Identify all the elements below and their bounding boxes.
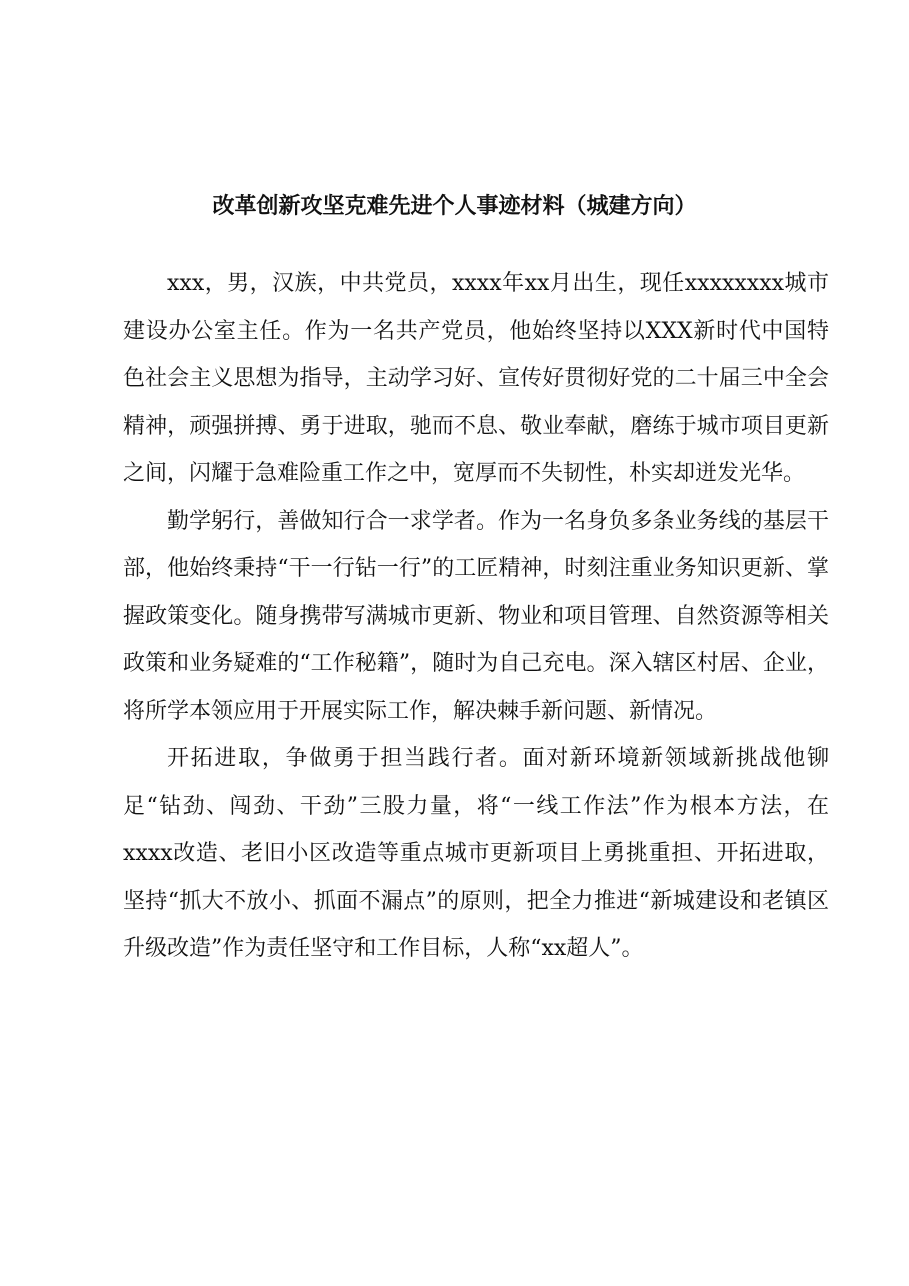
paragraph-profile: xxx，男，汉族，中共党员，xxxx年xx月出生，现任xxxxxxxx城市建设办公室主任。作为一名共产党员，他始终坚持以XXX新时代中国特色社会主义思想为指导，主动学习好、宣传好贯彻好党的二十届三中全会精神，顽强拼搏、勇于进取，驰而不息、敬业奉献，磨练于城市项目更新之间，闪耀于急难险重工作之中，宽厚而不失韧性，朴实却迸发光华。 xyxy=(123,271,829,486)
document-body xyxy=(123,260,829,973)
paragraph-diligent-study: 勤学躬行，善做知行合一求学者。作为一名身负多条业务线的基层干部，他始终秉持“干一行钻一行”的工匠精神，时刻注重业务知识更新、掌握政策变化。随身携带写满城市更新、物业和项目管理、自然资源等相关政策和业务疑难的“工作秘籍”，随时为自己充电。深入辖区村居、企业，将所学本领应用于开展实际工作，解决棘手新问题、新情况。 xyxy=(123,508,829,724)
paragraph-pioneering: 开拓进取，争做勇于担当践行者。面对新环境新领域新挑战他铆足“钻劲、闯劲、干劲”三股力量，将“一线工作法”作为根本方法，在xxxx改造、老旧小区改造等重点城市更新项目上勇挑重担、开拓进取，坚持“抓大不放小、抓面不漏点”的原则，把全力推进“新城建设和老镇区升级改造”作为责任坚守和工作目标，人称“xx超人”。 xyxy=(123,746,829,961)
document-title: 改革创新攻坚克难先进个人事迹材料（城建方向） xyxy=(212,193,697,219)
